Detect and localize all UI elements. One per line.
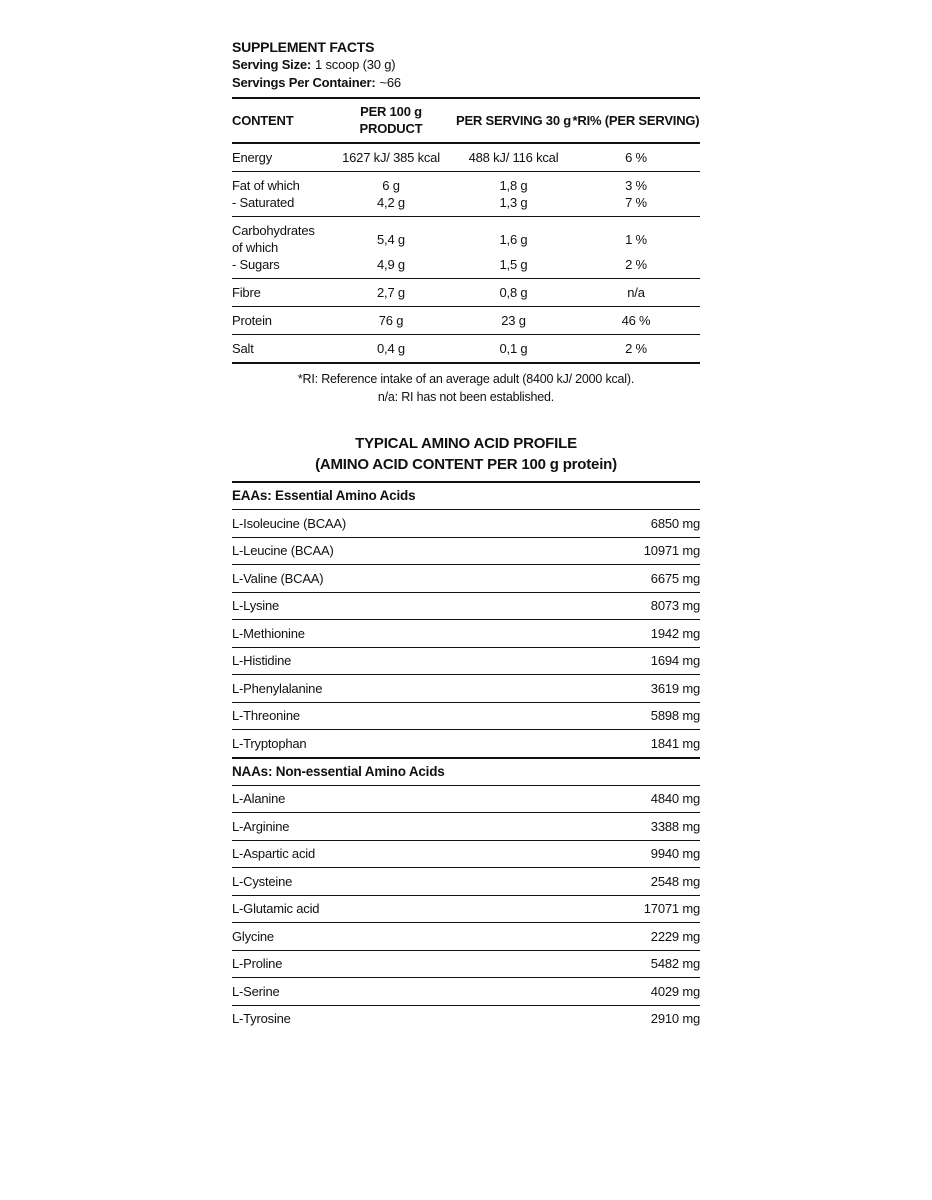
facts-row-fibre: [232, 279, 700, 307]
column-header-per-serving: PER SERVING 30 g: [455, 112, 572, 128]
amino-row: [232, 510, 700, 538]
amino-row: [232, 730, 700, 757]
facts-row-protein: [232, 307, 700, 335]
amino-name: L-Proline: [232, 956, 283, 971]
per-100g-value: 4,2 g: [377, 195, 405, 210]
amino-value: 1942 mg: [650, 625, 700, 641]
facts-row-fat: [232, 172, 700, 217]
serving-size-label: Serving Size:: [232, 57, 312, 72]
facts-row-carbohydrates: [232, 217, 700, 279]
serving-size-line: [232, 56, 700, 74]
amino-name: L-Histidine: [232, 653, 292, 668]
amino-profile-subtitle: (AMINO ACID CONTENT PER 100 g protein): [315, 456, 617, 473]
amino-name: L-Lysine: [232, 598, 280, 613]
per-serving-value: 488 kJ/ 116 kcal: [468, 150, 559, 165]
amino-name: L-Glutamic acid: [232, 901, 320, 916]
nutrient-name: Protein: [232, 313, 272, 328]
amino-value: 5898 mg: [650, 708, 700, 723]
facts-footnotes: [232, 370, 700, 406]
amino-name: L-Methionine: [232, 625, 305, 641]
facts-table: [232, 97, 700, 364]
ri-value: 2 %: [625, 257, 647, 272]
per-100g-value: 4,9 g: [377, 257, 405, 272]
per-serving-value: 1,3 g: [499, 195, 528, 210]
amino-row: [232, 620, 700, 648]
amino-value: 10971 mg: [643, 543, 700, 558]
column-header-content: CONTENT: [232, 112, 294, 128]
amino-name: L-Tryptophan: [232, 735, 307, 751]
ri-value: 2 %: [625, 341, 647, 356]
per-100g-value: 1627 kJ/ 385 kcal: [342, 150, 440, 165]
facts-header-row: [232, 99, 700, 144]
amino-row: [232, 841, 700, 869]
amino-row: [232, 978, 700, 1006]
per-100g-value: 5,4 g: [377, 231, 405, 247]
ri-value: 6 %: [625, 150, 647, 165]
serving-size-value: 1 scoop (30 g): [315, 57, 396, 72]
naa-rows: [232, 786, 700, 1033]
servings-per-container-label: Servings Per Container:: [232, 75, 376, 90]
facts-row-salt: [232, 335, 700, 364]
amino-name: L-Alanine: [232, 791, 286, 806]
amino-name: L-Aspartic acid: [232, 846, 315, 861]
amino-value: 9940 mg: [650, 846, 700, 861]
per-100g-value: 6 g: [382, 178, 400, 193]
ri-value: 46 %: [621, 313, 651, 328]
nutrient-name: Salt: [232, 341, 254, 356]
amino-row: [232, 565, 700, 593]
supplement-facts-title: SUPPLEMENT FACTS: [232, 39, 375, 55]
naa-section-header: NAAs: Non-essential Amino Acids: [232, 757, 700, 786]
eaa-section-header: EAAs: Essential Amino Acids: [232, 481, 700, 510]
column-header-ri: *RI% (PER SERVING): [572, 112, 700, 128]
amino-value: 4029 mg: [650, 983, 700, 999]
amino-value: 1694 mg: [650, 653, 700, 668]
per-100g-value: 2,7 g: [377, 285, 405, 300]
amino-value: 2548 mg: [650, 873, 700, 889]
facts-footnote-ri: *RI: Reference intake of an average adult (8400 kJ/ 2000 kcal).: [297, 372, 635, 386]
servings-per-container-value: ~66: [379, 75, 401, 90]
amino-name: L-Serine: [232, 983, 280, 999]
ri-value: n/a: [627, 285, 645, 300]
per-serving-value: 0,8 g: [499, 285, 528, 300]
supplement-label: [232, 38, 700, 1032]
amino-name: L-Threonine: [232, 708, 300, 723]
servings-per-container-line: [232, 74, 700, 92]
eaa-rows: [232, 510, 700, 757]
amino-value: 17071 mg: [643, 901, 700, 916]
amino-row: [232, 538, 700, 566]
per-serving-value: 0,1 g: [499, 341, 528, 356]
nutrient-name: - Saturated: [232, 195, 295, 210]
amino-acid-table: [232, 481, 700, 1032]
amino-name: L-Arginine: [232, 818, 290, 834]
amino-row: [232, 896, 700, 924]
amino-value: 3619 mg: [650, 680, 700, 696]
per-serving-value: 1,8 g: [499, 178, 528, 193]
amino-row: [232, 868, 700, 896]
amino-name: L-Cysteine: [232, 873, 293, 889]
ri-value: 7 %: [625, 195, 647, 210]
nutrient-name: Fat of which: [232, 178, 300, 193]
per-serving-value: 1,6 g: [499, 231, 528, 247]
per-100g-value: 76 g: [378, 313, 404, 328]
nutrient-name: - Sugars: [232, 257, 280, 272]
amino-value: 6675 mg: [650, 570, 700, 586]
amino-value: 1841 mg: [650, 735, 700, 751]
amino-row: [232, 1006, 700, 1033]
facts-footnote-na: n/a: RI has not been established.: [377, 390, 555, 404]
amino-value: 4840 mg: [650, 791, 700, 806]
amino-row: [232, 703, 700, 731]
amino-profile-title: TYPICAL AMINO ACID PROFILE: [355, 435, 577, 452]
ri-value: 1 %: [625, 231, 647, 247]
nutrient-name: Energy: [232, 150, 272, 165]
amino-value: 6850 mg: [650, 515, 700, 531]
amino-name: L-Valine (BCAA): [232, 570, 324, 586]
amino-name: L-Leucine (BCAA): [232, 543, 334, 558]
amino-value: 5482 mg: [650, 956, 700, 971]
amino-value: 3388 mg: [650, 818, 700, 834]
amino-row: [232, 648, 700, 676]
amino-profile-title-block: [232, 433, 700, 475]
column-header-per-100g: PER 100 g PRODUCT: [359, 104, 423, 136]
amino-row: [232, 951, 700, 979]
amino-row: [232, 675, 700, 703]
amino-name: L-Phenylalanine: [232, 680, 323, 696]
nutrient-name: Carbohydrates of which: [232, 223, 315, 255]
ri-value: 3 %: [625, 178, 647, 193]
amino-value: 8073 mg: [650, 598, 700, 613]
per-serving-value: 23 g: [501, 313, 526, 328]
amino-name: L-Isoleucine (BCAA): [232, 515, 346, 531]
facts-row-energy: [232, 144, 700, 172]
amino-row: [232, 786, 700, 814]
amino-row: [232, 813, 700, 841]
amino-name: L-Tyrosine: [232, 1011, 291, 1026]
amino-name: Glycine: [232, 928, 274, 944]
per-serving-value: 1,5 g: [499, 257, 528, 272]
per-100g-value: 0,4 g: [377, 341, 405, 356]
amino-row: [232, 923, 700, 951]
nutrient-name: Fibre: [232, 285, 261, 300]
amino-value: 2910 mg: [650, 1011, 700, 1026]
amino-value: 2229 mg: [650, 928, 700, 944]
amino-row: [232, 593, 700, 621]
